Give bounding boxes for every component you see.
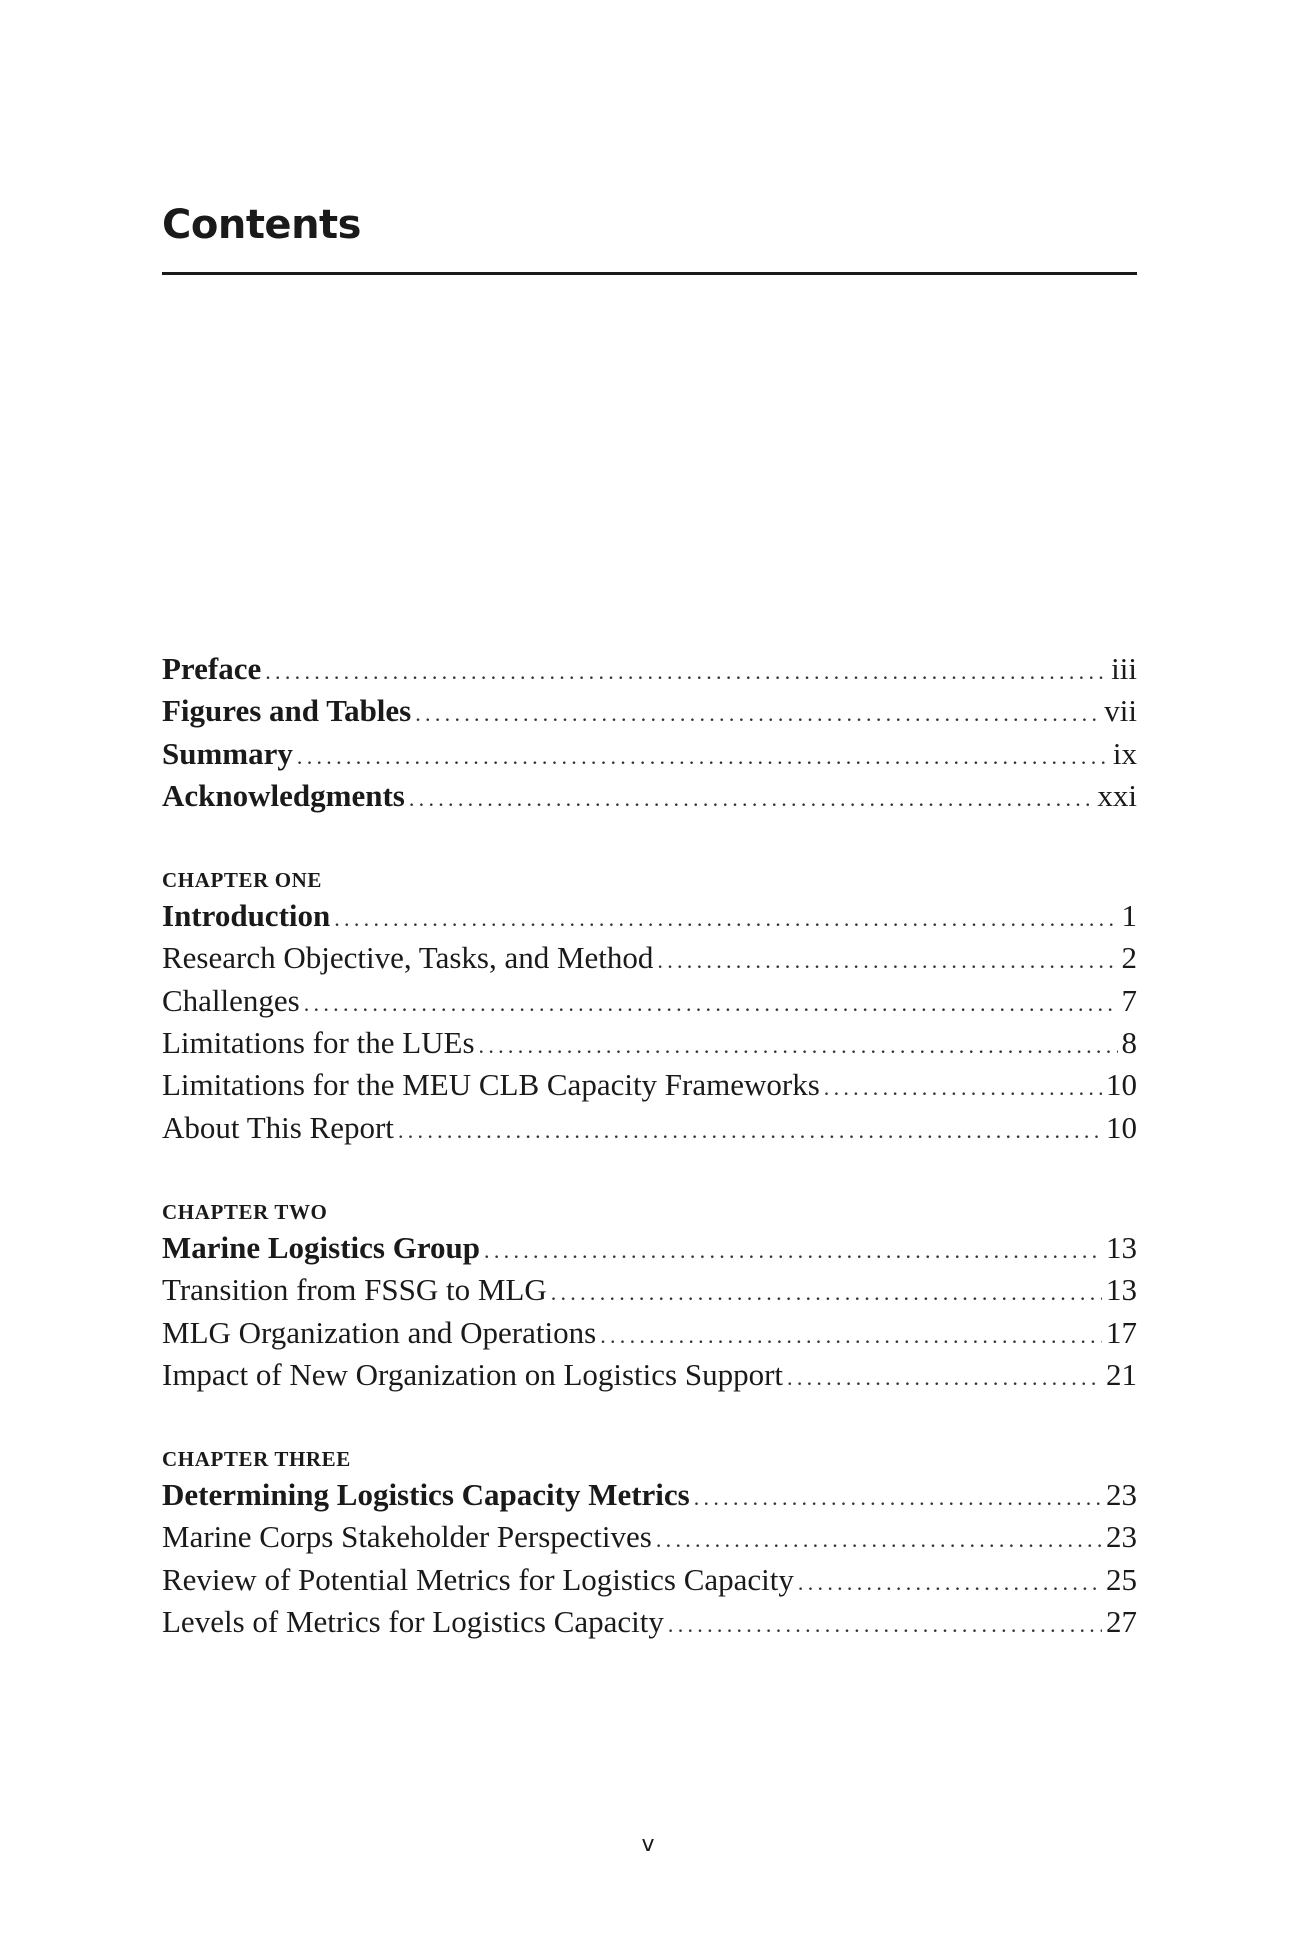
toc-entry-page: ix xyxy=(1112,735,1137,771)
dot-leader xyxy=(600,1315,1102,1357)
dot-leader xyxy=(668,1604,1102,1646)
toc-chapter-title[interactable] xyxy=(162,1227,1137,1269)
dot-leader xyxy=(656,1519,1102,1561)
toc-entry-label: Preface xyxy=(162,651,262,686)
chapter-label: CHAPTER TWO xyxy=(162,1199,328,1224)
toc-section-entry[interactable] xyxy=(162,1516,1137,1558)
toc-entry-label: Impact of New Organization on Logistics Support xyxy=(162,1356,784,1392)
toc-entry-page: 27 xyxy=(1106,1604,1137,1640)
toc-section-entry[interactable] xyxy=(162,1312,1137,1354)
toc-entry-figures-and-tables[interactable] xyxy=(162,690,1137,732)
toc-entry-label: Limitations for the LUEs xyxy=(162,1025,475,1061)
toc-entry-label: Marine Corps Stakeholder Perspectives xyxy=(162,1519,652,1555)
page-number: v xyxy=(641,1832,655,1857)
toc-section-entry[interactable] xyxy=(162,1269,1137,1311)
toc-entry-page: 23 xyxy=(1106,1519,1137,1555)
toc-entry-page: 10 xyxy=(1106,1109,1137,1145)
toc-entry-page: 1 xyxy=(1121,898,1137,934)
toc-entry-label: Introduction xyxy=(162,898,331,934)
title-rule xyxy=(162,272,1137,275)
toc-entry-page: 10 xyxy=(1106,1067,1137,1103)
toc-section-entry[interactable] xyxy=(162,980,1137,1022)
toc-entry-acknowledgments[interactable] xyxy=(162,775,1137,817)
toc-entry-label: Acknowledgments xyxy=(162,777,405,813)
toc-section-entry[interactable] xyxy=(162,1107,1137,1149)
chapter-label: CHAPTER ONE xyxy=(162,868,323,893)
toc-entry-label: MLG Organization and Operations xyxy=(162,1314,597,1350)
toc-entry-page: 13 xyxy=(1106,1272,1137,1308)
toc-entry-label: Limitations for the MEU CLB Capacity Frameworks xyxy=(162,1067,820,1103)
toc-entry-label: Review of Potential Metrics for Logistics Capacity xyxy=(162,1561,794,1597)
toc-entry-page: 2 xyxy=(1121,940,1137,976)
toc-entry-page: 13 xyxy=(1106,1229,1137,1265)
toc-entry-page: 25 xyxy=(1106,1561,1137,1597)
toc-section-entry[interactable] xyxy=(162,1064,1137,1106)
dot-leader xyxy=(657,940,1117,982)
toc-entry-page: xxi xyxy=(1097,777,1137,813)
table-of-contents xyxy=(162,648,1137,1643)
dot-leader xyxy=(304,983,1118,1025)
dot-leader xyxy=(824,1067,1102,1109)
toc-entry-label: Determining Logistics Capacity Metrics xyxy=(162,1477,690,1513)
dot-leader xyxy=(265,651,1107,693)
toc-chapter-title[interactable] xyxy=(162,1474,1137,1516)
toc-entry-page: 7 xyxy=(1121,982,1137,1018)
toc-entry-label: Levels of Metrics for Logistics Capacity xyxy=(162,1604,664,1640)
toc-entry-label: Figures and Tables xyxy=(162,693,412,729)
toc-entry-page: vii xyxy=(1104,693,1137,729)
dot-leader xyxy=(398,1110,1102,1152)
chapter-label: CHAPTER THREE xyxy=(162,1447,351,1472)
toc-entry-page: 21 xyxy=(1106,1356,1137,1392)
dot-leader xyxy=(415,693,1100,735)
toc-entry-label: Summary xyxy=(162,735,293,771)
dot-leader xyxy=(479,1025,1118,1067)
dot-leader xyxy=(297,736,1109,778)
toc-entry-page: 23 xyxy=(1106,1477,1137,1513)
toc-entry-preface[interactable] xyxy=(162,648,1137,690)
toc-section-entry[interactable] xyxy=(162,1022,1137,1064)
toc-section-entry[interactable] xyxy=(162,1354,1137,1396)
toc-entry-label: Marine Logistics Group xyxy=(162,1229,481,1265)
toc-entry-label: Transition from FSSG to MLG xyxy=(162,1272,547,1308)
toc-entry-label: Challenges xyxy=(162,982,300,1018)
toc-chapter-title[interactable] xyxy=(162,895,1137,937)
toc-entry-page: 17 xyxy=(1106,1314,1137,1350)
dot-leader xyxy=(798,1562,1102,1604)
toc-section-entry[interactable] xyxy=(162,937,1137,979)
dot-leader xyxy=(484,1230,1102,1272)
dot-leader xyxy=(409,778,1094,820)
toc-section-entry[interactable] xyxy=(162,1559,1137,1601)
dot-leader xyxy=(787,1357,1102,1399)
toc-section-entry[interactable] xyxy=(162,1601,1137,1643)
toc-entry-page: iii xyxy=(1111,651,1137,686)
toc-entry-label: About This Report xyxy=(162,1109,394,1145)
toc-entry-label: Research Objective, Tasks, and Method xyxy=(162,940,654,976)
dot-leader xyxy=(551,1272,1102,1314)
toc-entry-summary[interactable] xyxy=(162,733,1137,775)
toc-entry-page: 8 xyxy=(1121,1025,1137,1061)
dot-leader xyxy=(694,1477,1102,1519)
page-title: Contents xyxy=(162,202,361,248)
dot-leader xyxy=(334,898,1117,940)
